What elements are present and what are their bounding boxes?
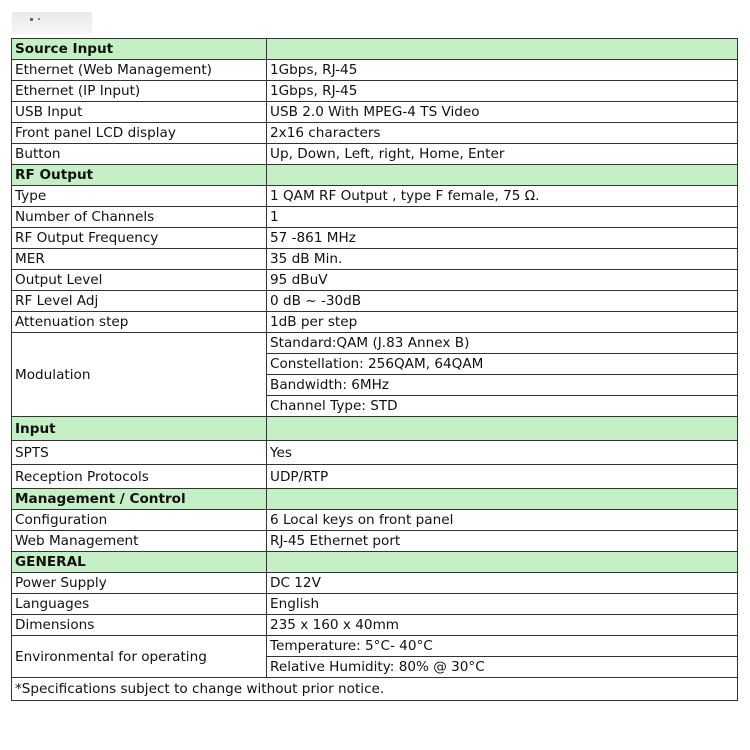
table-row bbox=[12, 270, 738, 291]
table-row bbox=[12, 186, 738, 207]
table-row-modulation bbox=[12, 333, 738, 354]
table-row bbox=[12, 123, 738, 144]
table-row bbox=[12, 615, 738, 636]
row-label: Modulation bbox=[12, 333, 267, 417]
table-row bbox=[12, 465, 738, 489]
row-label: Output Level bbox=[12, 270, 267, 291]
table-row bbox=[12, 81, 738, 102]
section-title: GENERAL bbox=[12, 552, 267, 573]
row-value: 2x16 characters bbox=[267, 123, 738, 144]
row-value: Temperature: 5°C- 40°C bbox=[267, 636, 738, 657]
row-value: 1dB per step bbox=[267, 312, 738, 333]
row-value: RJ-45 Ethernet port bbox=[267, 531, 738, 552]
row-value: Yes bbox=[267, 441, 738, 465]
row-label: Type bbox=[12, 186, 267, 207]
section-title: Management / Control bbox=[12, 489, 267, 510]
section-header-general bbox=[12, 552, 738, 573]
row-label: Ethernet (Web Management) bbox=[12, 60, 267, 81]
table-row bbox=[12, 573, 738, 594]
table-row bbox=[12, 312, 738, 333]
table-row bbox=[12, 228, 738, 249]
row-label: Reception Protocols bbox=[12, 465, 267, 489]
row-label: SPTS bbox=[12, 441, 267, 465]
section-title: RF Output bbox=[12, 165, 267, 186]
row-label: Languages bbox=[12, 594, 267, 615]
row-value: Bandwidth: 6MHz bbox=[267, 375, 738, 396]
row-value: Constellation: 256QAM, 64QAM bbox=[267, 354, 738, 375]
section-title: Source Input bbox=[12, 39, 267, 60]
table-row bbox=[12, 102, 738, 123]
row-value: 57 -861 MHz bbox=[267, 228, 738, 249]
table-row bbox=[12, 60, 738, 81]
row-value: USB 2.0 With MPEG-4 TS Video bbox=[267, 102, 738, 123]
image-speck bbox=[30, 18, 33, 21]
table-row bbox=[12, 594, 738, 615]
row-value: DC 12V bbox=[267, 573, 738, 594]
footnote-row bbox=[12, 678, 738, 701]
table-row bbox=[12, 531, 738, 552]
row-value: 95 dBuV bbox=[267, 270, 738, 291]
row-label: Power Supply bbox=[12, 573, 267, 594]
row-label: MER bbox=[12, 249, 267, 270]
table-row bbox=[12, 441, 738, 465]
row-value: Relative Humidity: 80% @ 30°C bbox=[267, 657, 738, 678]
table-row-environmental bbox=[12, 636, 738, 657]
row-value: 6 Local keys on front panel bbox=[267, 510, 738, 531]
row-value: 1Gbps, RJ-45 bbox=[267, 81, 738, 102]
row-value: 1Gbps, RJ-45 bbox=[267, 60, 738, 81]
row-label: Environmental for operating bbox=[12, 636, 267, 678]
row-label: Ethernet (IP Input) bbox=[12, 81, 267, 102]
row-label: USB Input bbox=[12, 102, 267, 123]
row-label: Front panel LCD display bbox=[12, 123, 267, 144]
table-row bbox=[12, 249, 738, 270]
section-header-input bbox=[12, 417, 738, 441]
row-value: 1 bbox=[267, 207, 738, 228]
footnote: *Specifications subject to change without prior notice. bbox=[12, 678, 738, 701]
row-label: Dimensions bbox=[12, 615, 267, 636]
row-value: English bbox=[267, 594, 738, 615]
table-row bbox=[12, 144, 738, 165]
row-value: 35 dB Min. bbox=[267, 249, 738, 270]
row-value: UDP/RTP bbox=[267, 465, 738, 489]
table-row bbox=[12, 207, 738, 228]
row-label: Attenuation step bbox=[12, 312, 267, 333]
image-speck bbox=[38, 18, 40, 20]
row-value: 1 QAM RF Output , type F female, 75 Ω. bbox=[267, 186, 738, 207]
row-value: Up, Down, Left, right, Home, Enter bbox=[267, 144, 738, 165]
row-label: Configuration bbox=[12, 510, 267, 531]
spec-table bbox=[11, 38, 738, 701]
section-header-management-control bbox=[12, 489, 738, 510]
table-row bbox=[12, 510, 738, 531]
section-title: Input bbox=[12, 417, 267, 441]
row-value: 235 x 160 x 40mm bbox=[267, 615, 738, 636]
row-label: Button bbox=[12, 144, 267, 165]
header-image-fragment bbox=[12, 12, 92, 34]
row-value: Standard:QAM (J.83 Annex B) bbox=[267, 333, 738, 354]
section-header-source-input bbox=[12, 39, 738, 60]
table-row bbox=[12, 291, 738, 312]
row-label: Number of Channels bbox=[12, 207, 267, 228]
row-value: 0 dB ~ -30dB bbox=[267, 291, 738, 312]
row-value: Channel Type: STD bbox=[267, 396, 738, 417]
row-label: RF Output Frequency bbox=[12, 228, 267, 249]
section-header-rf-output bbox=[12, 165, 738, 186]
row-label: Web Management bbox=[12, 531, 267, 552]
row-label: RF Level Adj bbox=[12, 291, 267, 312]
